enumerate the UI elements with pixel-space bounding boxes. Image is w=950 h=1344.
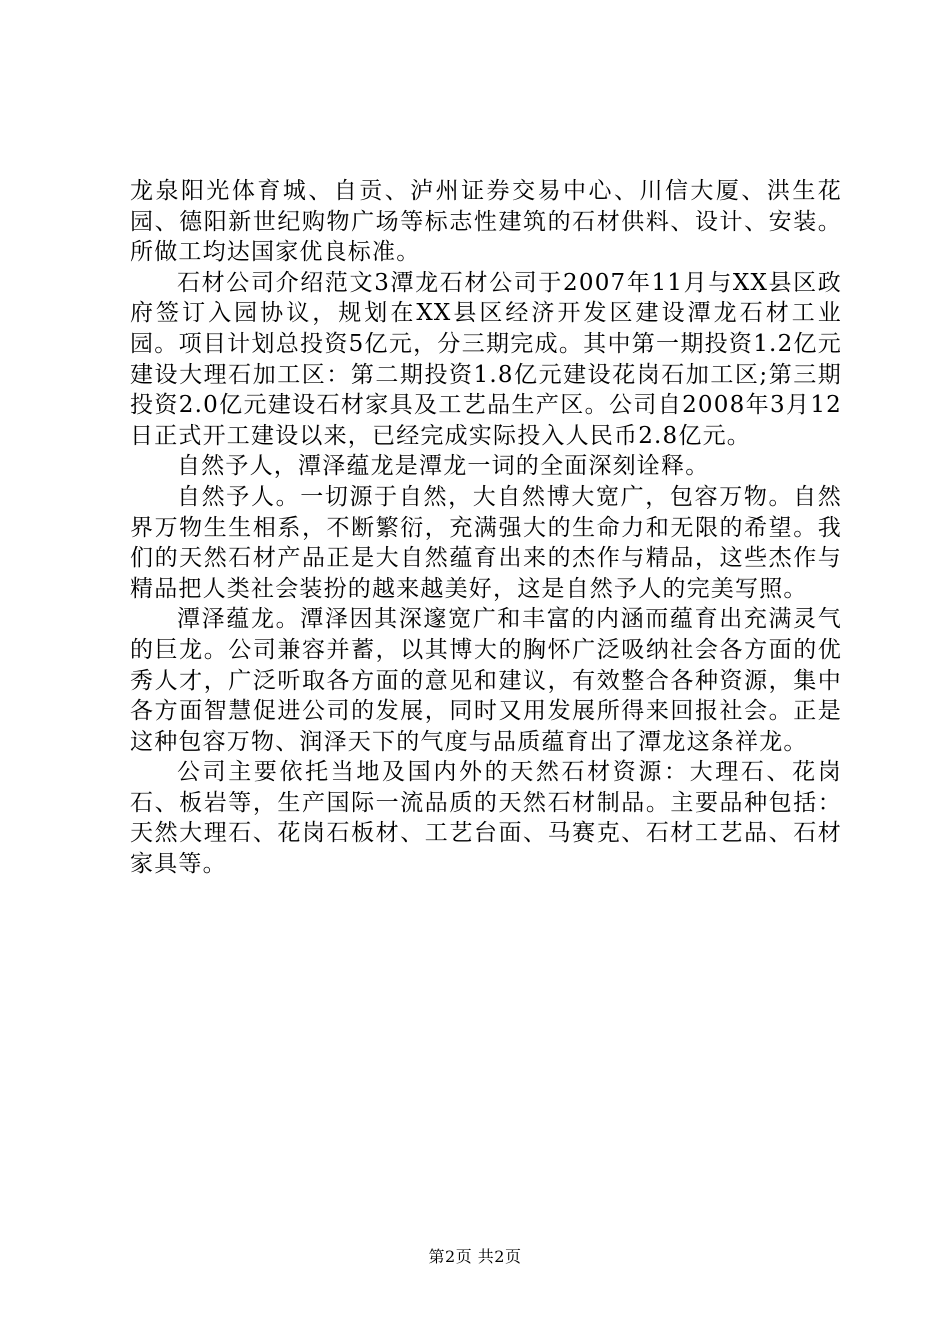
paragraph-nature: 自然予人。一切源于自然，大自然博大宽广，包容万物。自然界万物生生相系，不断繁衍，充满强大的生命力和无限的希望。我们的天然石材产品正是大自然蕴育出来的杰作与精品，这些杰作与精品把人类社会装扮的越来越美好，这是自然予人的完美写照。 bbox=[130, 483, 842, 602]
paragraph-company-intro: 石材公司介绍范文3潭龙石材公司于2007年11月与XX县区政府签订入园协议，规划在XX县区经济开发区建设潭龙石材工业园。项目计划总投资5亿元，分三期完成。其中第一期投资1.2亿元建设大理石加工区：第二期投资1.8亿元建设花岗石加工区;第三期投资2.0亿元建设石材家具及工艺品生产区。公司自2008年3月12日正式开工建设以来，已经完成实际投入人民币2.8亿元。 bbox=[130, 269, 842, 449]
paragraph-dragon: 潭泽蕴龙。潭泽因其深邃宽广和丰富的内涵而蕴育出充满灵气的巨龙。公司兼容并蓄，以其博大的胸怀广泛吸纳社会各方面的优秀人才，广泛听取各方面的意见和建议，有效整合各种资源，集中各方面智慧促进公司的发展，同时又用发展所得来回报社会。正是这种包容万物、润泽天下的气度与品质蕴育出了潭龙这条祥龙。 bbox=[130, 606, 842, 755]
paragraph-continued: 龙泉阳光体育城、自贡、泸州证券交易中心、川信大厦、洪生花园、德阳新世纪购物广场等标志性建筑的石材供料、设计、安装。所做工均达国家优良标准。 bbox=[130, 178, 842, 266]
paragraph-name-meaning: 自然予人，潭泽蕴龙是潭龙一词的全面深刻诠释。 bbox=[177, 453, 710, 480]
page-footer: 第2页 共2页 bbox=[428, 1247, 522, 1266]
document-body bbox=[130, 176, 842, 880]
paragraph-products: 公司主要依托当地及国内外的天然石材资源：大理石、花岗石、板岩等，生产国际一流品质的天然石材制品。主要品种包括：天然大理石、花岗石板材、工艺台面、马赛克、石材工艺品、石材家具等。 bbox=[130, 759, 842, 878]
